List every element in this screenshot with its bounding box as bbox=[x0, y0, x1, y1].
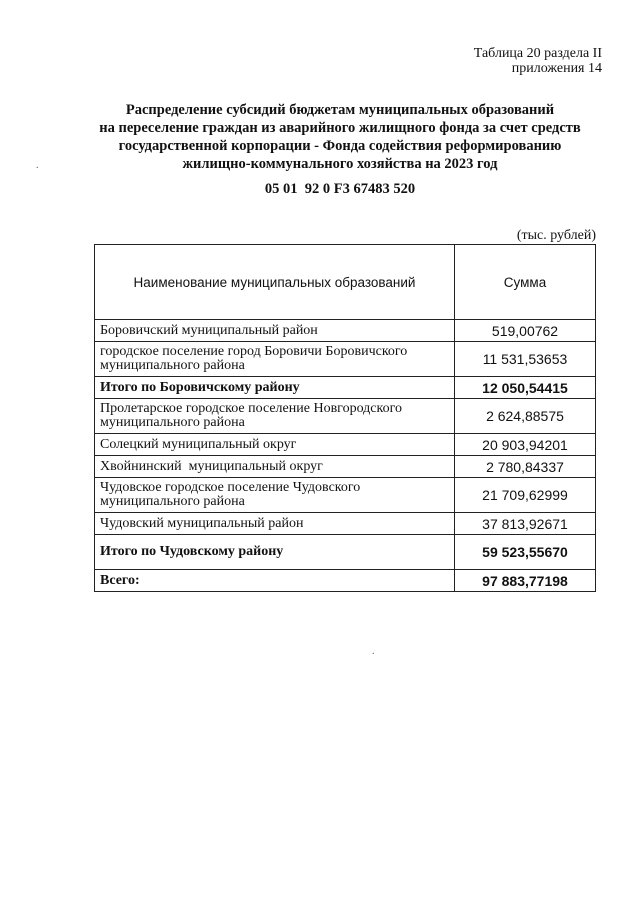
table-reference-line2: приложения 14 bbox=[511, 61, 602, 76]
amount-cell: 21 709,62999 bbox=[455, 478, 596, 513]
municipality-name: Хвойнинский муниципальный округ bbox=[95, 456, 455, 478]
subtotal-label: Итого по Боровичскому району bbox=[95, 377, 455, 399]
table-row bbox=[95, 399, 596, 434]
grand-total-label: Всего: bbox=[95, 570, 455, 592]
municipality-name: городское поселение город Боровичи Боровичского муниципального района bbox=[95, 342, 455, 377]
subtotal-amount: 12 050,54415 bbox=[455, 377, 596, 399]
units-label: (тыс. рублей) bbox=[516, 228, 596, 243]
amount-cell: 11 531,53653 bbox=[455, 342, 596, 377]
amount-cell: 2 780,84337 bbox=[455, 456, 596, 478]
scan-speck: . bbox=[36, 160, 39, 171]
title-line2: на переселение граждан из аварийного жилищного фонда за счет средств bbox=[99, 120, 581, 136]
municipality-name: Солецкий муниципальный округ bbox=[95, 434, 455, 456]
table-row bbox=[95, 513, 596, 535]
municipality-name: Пролетарское городское поселение Новгородского муниципального района bbox=[95, 399, 455, 434]
table-reference-line1: Таблица 20 раздела II bbox=[473, 46, 602, 61]
amount-cell: 519,00762 bbox=[455, 320, 596, 342]
table-row bbox=[95, 456, 596, 478]
grand-total-amount: 97 883,77198 bbox=[455, 570, 596, 592]
subtotal-row bbox=[95, 377, 596, 399]
grand-total-row bbox=[95, 570, 596, 592]
document-title bbox=[70, 101, 610, 173]
table-reference bbox=[474, 46, 602, 76]
table-header-row bbox=[95, 245, 596, 320]
table-row bbox=[95, 342, 596, 377]
subtotal-amount: 59 523,55670 bbox=[455, 535, 596, 570]
table-row bbox=[95, 434, 596, 456]
column-header-name: Наименование муниципальных образований bbox=[95, 245, 455, 320]
table-row bbox=[95, 320, 596, 342]
scan-speck: . bbox=[372, 646, 375, 657]
municipality-name: Чудовское городское поселение Чудовского муниципального района bbox=[95, 478, 455, 513]
subtotal-row bbox=[95, 535, 596, 570]
amount-cell: 20 903,94201 bbox=[455, 434, 596, 456]
municipality-name: Боровичский муниципальный район bbox=[95, 320, 455, 342]
amount-cell: 37 813,92671 bbox=[455, 513, 596, 535]
table-row bbox=[95, 478, 596, 513]
amount-cell: 2 624,88575 bbox=[455, 399, 596, 434]
title-line4: жилищно-коммунального хозяйства на 2023 год bbox=[182, 156, 498, 172]
title-line1: Распределение субсидий бюджетам муниципальных образований bbox=[125, 102, 555, 118]
title-line3: государственной корпорации - Фонда содействия реформированию bbox=[118, 138, 562, 154]
budget-classification-code: 05 01 92 0 F3 67483 520 bbox=[264, 181, 416, 197]
column-header-amount: Сумма bbox=[455, 245, 596, 320]
municipality-name: Чудовский муниципальный район bbox=[95, 513, 455, 535]
subsidy-distribution-table bbox=[94, 244, 596, 592]
subtotal-label: Итого по Чудовскому району bbox=[95, 535, 455, 570]
